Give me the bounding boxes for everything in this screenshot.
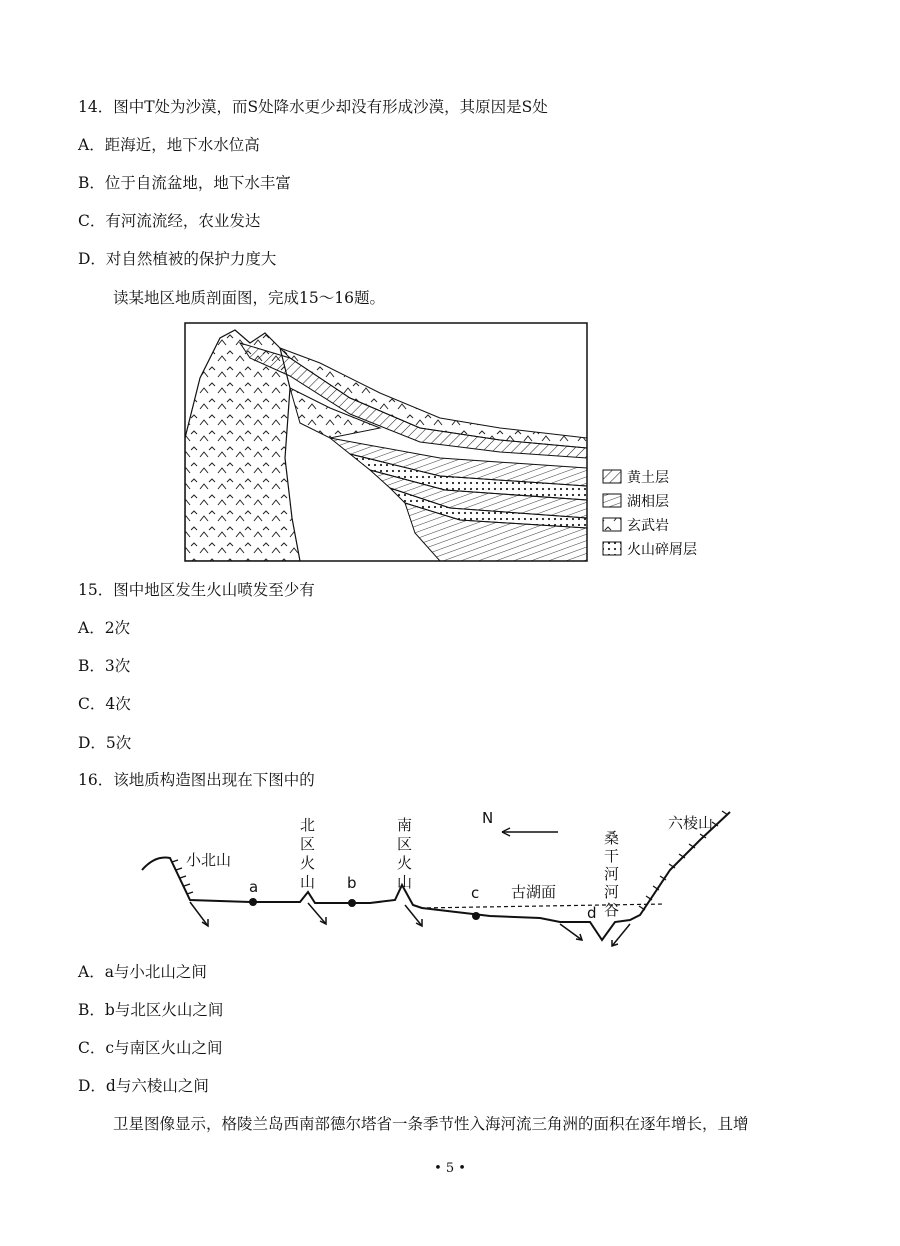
label-c: c bbox=[471, 884, 480, 902]
point-a-marker bbox=[249, 898, 257, 906]
label-b: b bbox=[347, 874, 357, 892]
next-paragraph: 卫星图像显示，格陵兰岛西南部德尔塔省一条季节性入海河流三角洲的面积在逐年增长，且增 bbox=[113, 1115, 749, 1133]
q16-option-d[interactable]: D．d与六棱山之间 bbox=[78, 1077, 209, 1095]
svg-text:干: 干 bbox=[604, 847, 620, 865]
q16-option-b[interactable]: B．b与北区火山之间 bbox=[78, 1001, 224, 1019]
q16-option-c[interactable]: C．c与南区火山之间 bbox=[78, 1039, 223, 1057]
label-sanggan-river-valley bbox=[604, 829, 619, 919]
svg-text:北: 北 bbox=[300, 816, 316, 834]
q14-stem: 14．图中T处为沙漠，而S处降水更少却没有形成沙漠，其原因是S处 bbox=[78, 98, 548, 116]
svg-text:南: 南 bbox=[397, 816, 413, 834]
svg-text:谷: 谷 bbox=[604, 901, 620, 919]
legend-loess: 黄土层 bbox=[627, 470, 669, 486]
point-b-marker bbox=[348, 899, 356, 907]
q16-stem: 16．该地质构造图出现在下图中的 bbox=[78, 771, 315, 789]
profile-legend bbox=[603, 469, 697, 558]
north-arrow bbox=[482, 809, 558, 836]
label-d: d bbox=[587, 904, 597, 922]
svg-text:河: 河 bbox=[604, 883, 620, 901]
q14-option-a[interactable]: A．距海近，地下水水位高 bbox=[78, 136, 260, 154]
svg-text:桑: 桑 bbox=[604, 829, 620, 847]
svg-text:河: 河 bbox=[604, 865, 620, 883]
q15-option-c[interactable]: C．4次 bbox=[78, 695, 131, 713]
q15-option-d[interactable]: D．5次 bbox=[78, 734, 132, 752]
q16-option-a[interactable]: A．a与小北山之间 bbox=[78, 963, 207, 981]
q14-option-b[interactable]: B．位于自流盆地，地下水丰富 bbox=[78, 174, 291, 192]
label-a: a bbox=[249, 878, 259, 896]
svg-text:山: 山 bbox=[397, 873, 413, 891]
ancient-lake-surface-line bbox=[420, 904, 665, 908]
svg-text:区: 区 bbox=[397, 835, 413, 853]
svg-text:火: 火 bbox=[300, 854, 316, 872]
label-nanqu-volcano bbox=[397, 816, 412, 891]
geological-profile-figure bbox=[180, 318, 725, 568]
q14-option-d[interactable]: D．对自然植被的保护力度大 bbox=[78, 250, 277, 268]
legend-basalt: 玄武岩 bbox=[627, 518, 669, 534]
label-liulingshan: 六棱山 bbox=[668, 814, 714, 832]
legend-lacustrine: 湖相层 bbox=[627, 494, 669, 510]
page-number: • 5 • bbox=[434, 1161, 466, 1176]
svg-text:火: 火 bbox=[397, 854, 413, 872]
intro-15-16: 读某地区地质剖面图，完成15～16题。 bbox=[113, 289, 385, 307]
q15-stem: 15．图中地区发生火山喷发至少有 bbox=[78, 581, 315, 599]
flow-arrows bbox=[190, 902, 630, 946]
q14-option-c[interactable]: C．有河流流经，农业发达 bbox=[78, 212, 261, 230]
ground-profile-line bbox=[142, 812, 730, 940]
q15-option-a[interactable]: A．2次 bbox=[78, 619, 131, 637]
q15-option-b[interactable]: B．3次 bbox=[78, 657, 131, 675]
valley-profile-figure bbox=[130, 800, 770, 955]
label-xiaobeishan: 小北山 bbox=[186, 851, 232, 869]
label-beiqu-volcano bbox=[300, 816, 315, 891]
svg-text:山: 山 bbox=[300, 873, 316, 891]
north-label: N bbox=[482, 809, 494, 827]
legend-pyroclastic: 火山碎屑层 bbox=[627, 542, 697, 558]
point-c-marker bbox=[472, 912, 480, 920]
label-ancient-lake-surface: 古湖面 bbox=[511, 883, 557, 901]
svg-text:区: 区 bbox=[300, 835, 316, 853]
